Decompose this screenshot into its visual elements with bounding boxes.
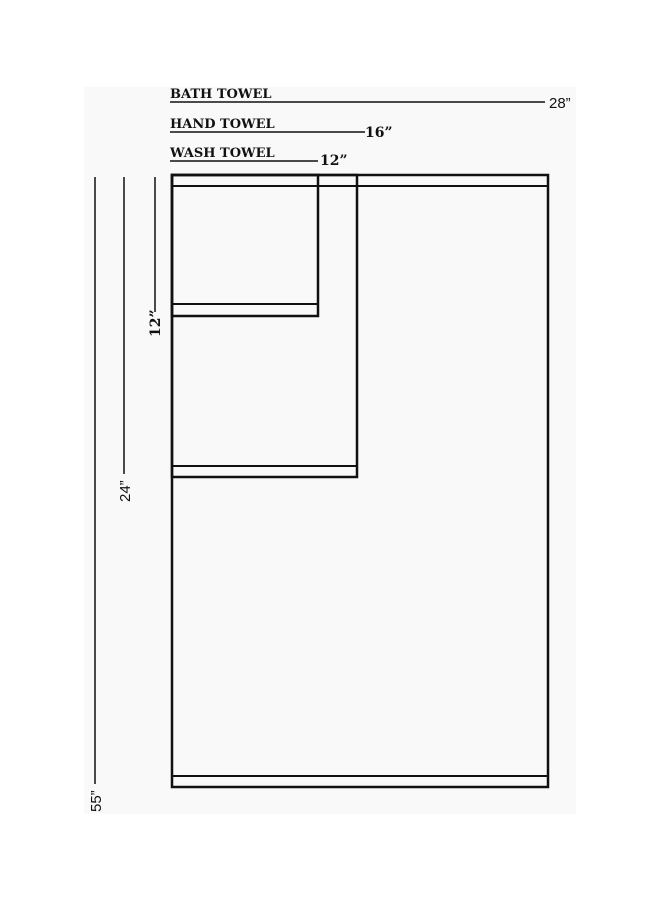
bath-towel-shape: [172, 175, 548, 787]
hand-towel-height: 24”: [117, 480, 134, 502]
bath-towel-legend: [170, 87, 571, 112]
wash-towel-height: 12”: [148, 309, 164, 337]
hand-towel-width: 16”: [365, 125, 393, 141]
wash-towel-width: 12”: [320, 153, 348, 169]
hand-towel-shape: [172, 175, 357, 477]
hand-towel-outline: [172, 175, 357, 477]
bath-towel-width: 28”: [549, 95, 571, 112]
wash-towel-outline: [172, 175, 318, 316]
wash-towel-height-dimension: [148, 177, 164, 337]
hand-towel-height-dimension: [117, 177, 134, 502]
hand-towel-label: HAND TOWEL: [170, 117, 275, 132]
bath-towel-outline: [172, 175, 548, 787]
wash-towel-label: WASH TOWEL: [170, 146, 275, 161]
bath-towel-label: BATH TOWEL: [170, 87, 272, 102]
wash-towel-legend: [169, 146, 348, 169]
wash-towel-shape: [172, 175, 318, 316]
bath-towel-height-dimension: [88, 177, 105, 812]
bath-towel-height: 55”: [88, 790, 105, 812]
hand-towel-legend: [170, 117, 393, 141]
